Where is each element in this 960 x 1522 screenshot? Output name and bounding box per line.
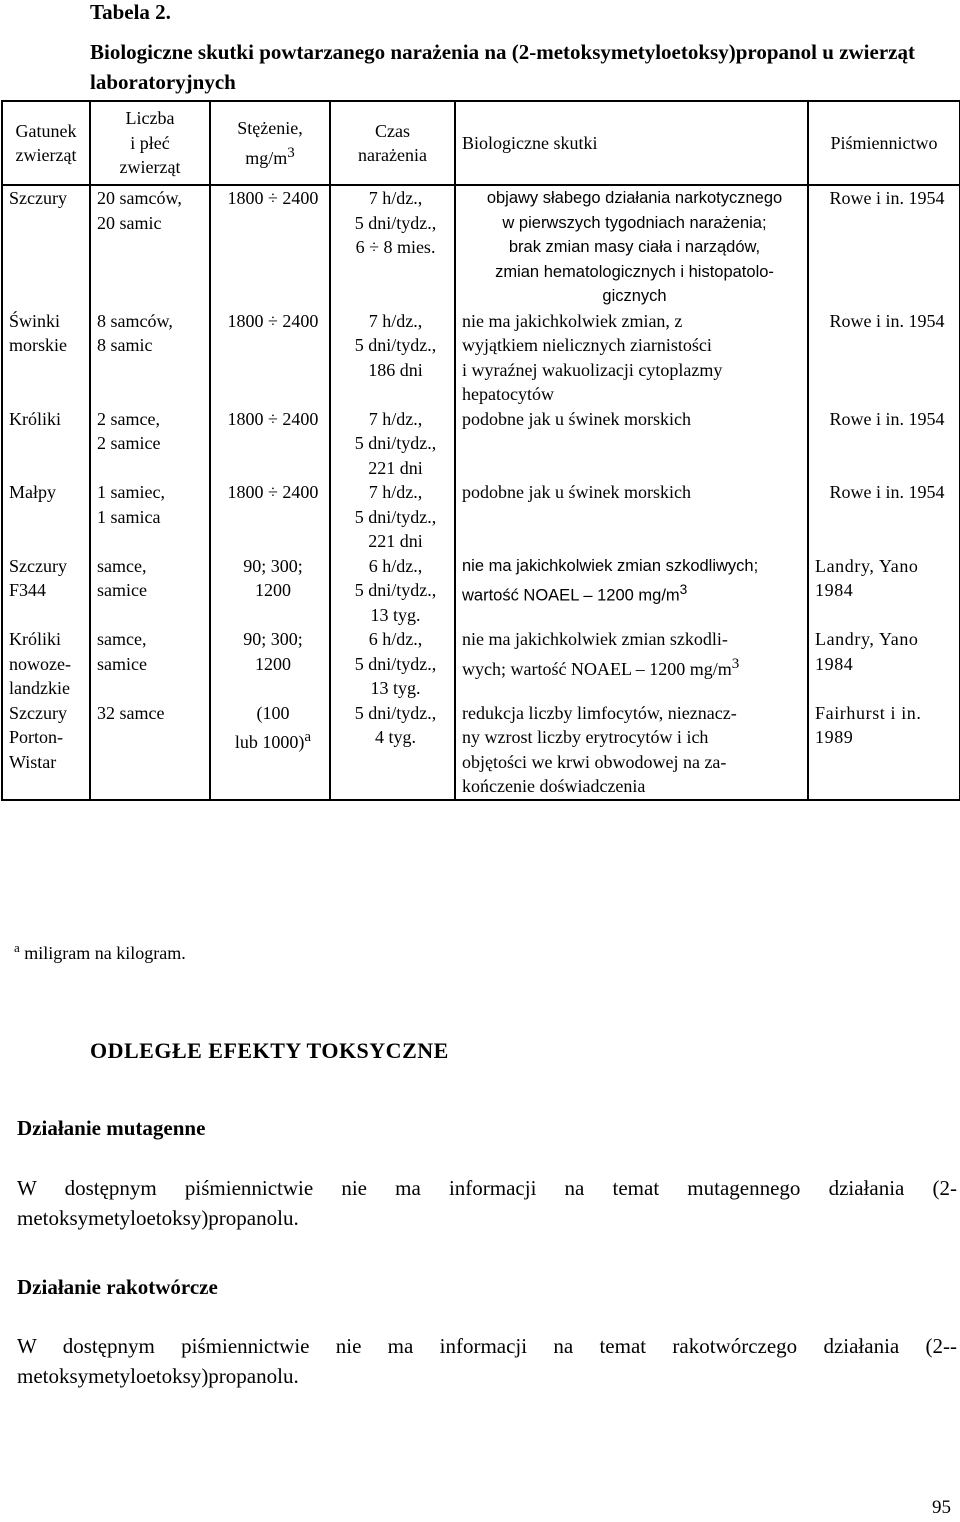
header-effects: Biologiczne skutki [455,101,808,185]
cell-count: 20 samców, 20 samic [90,185,210,309]
table-caption-label: Tabela 2. [90,0,171,24]
header-time: Czas narażenia [330,101,455,185]
cell-species: Króliki [2,407,90,481]
cell-reference: Rowe i in. 1954 [808,309,960,407]
cell-concentration-sup: a [304,729,312,745]
cell-concentration: 90; 300; 1200 [210,627,330,701]
cell-reference: Rowe i in. 1954 [808,480,960,554]
cell-time: 7 h/dz., 5 dni/tydz., 221 dni [330,407,455,481]
cell-time: 5 dni/tydz., 4 tyg. [330,701,455,800]
cell-time: 7 h/dz., 5 dni/tydz., 186 dni [330,309,455,407]
cell-time: 7 h/dz., 5 dni/tydz., 6 ÷ 8 mies. [330,185,455,309]
footnote-text: miligram na kilogram. [19,943,186,963]
table-row [2,309,960,407]
table-row [2,185,960,309]
header-count: Liczba i płeć zwierząt [90,101,210,185]
cell-reference: Landry, Yano 1984 [808,627,960,701]
cell-concentration-text: (100 lub 1000) [234,702,305,752]
cell-species: Króliki nowoze- landzkie [2,627,90,701]
header-species: Gatunek zwierząt [2,101,90,185]
table-row [2,701,960,800]
table-caption-title: Biologiczne skutki powtarzanego narażenia na (2-metoksymetyloetoksy)propanol u zwierząt laboratoryjnych [90,40,915,94]
cell-species: Małpy [2,480,90,554]
carcinogenic-heading: Działanie rakotwórcze [17,1275,218,1299]
cell-species: Świnki morskie [2,309,90,407]
header-references: Piśmiennictwo [808,101,960,185]
header-concentration [210,101,330,185]
footnote-marker: a [14,940,20,955]
toxicity-table [1,100,960,801]
cell-concentration: 1800 ÷ 2400 [210,185,330,309]
cell-effects: nie ma jakichkolwiek zmian, z wyjątkiem nielicznych ziarnistości i wyraźnej wakuolizacji cytoplazmy hepatocytów [455,309,808,407]
cell-count: 2 samce, 2 samice [90,407,210,481]
cell-effects-sup: 3 [731,655,740,672]
header-concentration-sup: 3 [287,144,295,161]
cell-effects: redukcja liczby limfocytów, nieznacz- ny wzrost liczby erytrocytów i ich objętości we krwi obwodowej na za- kończenie doświadczenia [455,701,808,800]
cell-concentration: 1800 ÷ 2400 [210,309,330,407]
cell-species: Szczury Porton- Wistar [2,701,90,800]
cell-count: 1 samiec, 1 samica [90,480,210,554]
cell-concentration: 1800 ÷ 2400 [210,480,330,554]
table-row [2,480,960,554]
mutagenic-paragraph: W dostępnym piśmiennictwie nie ma informacji na temat mutagennego działania (2-metoksymetyloetoksy)propanolu. [17,1176,957,1230]
carcinogenic-paragraph: W dostępnym piśmiennictwie nie ma informacji na temat rakotwórczego działania (2--metoksymetyloetoksy)propanolu. [17,1334,957,1388]
table-row [2,627,960,701]
cell-species: Szczury F344 [2,554,90,628]
cell-count: 8 samców, 8 samic [90,309,210,407]
cell-reference: Fairhurst i in. 1989 [808,701,960,800]
cell-concentration [210,701,330,800]
cell-effects-text: nie ma jakichkolwiek zmian szkodli- wych; wartość NOAEL – 1200 mg/m [462,629,732,679]
cell-time: 7 h/dz., 5 dni/tydz., 221 dni [330,480,455,554]
cell-effects [455,554,808,628]
cell-concentration: 1800 ÷ 2400 [210,407,330,481]
page-number: 95 [932,1497,951,1518]
cell-count: samce, samice [90,554,210,628]
table-footnote [14,940,186,964]
cell-count: samce, samice [90,627,210,701]
cell-effects [455,627,808,701]
mutagenic-heading: Działanie mutagenne [17,1116,206,1140]
cell-reference: Rowe i in. 1954 [808,407,960,481]
cell-count: 32 samce [90,701,210,800]
cell-reference: Landry, Yano 1984 [808,554,960,628]
table-header-row [2,101,960,185]
table-row [2,407,960,481]
cell-effects-sup: 3 [679,582,688,597]
cell-concentration: 90; 300; 1200 [210,554,330,628]
cell-effects: podobne jak u świnek morskich [455,480,808,554]
cell-time: 6 h/dz., 5 dni/tydz., 13 tyg. [330,554,455,628]
cell-effects: podobne jak u świnek morskich [455,407,808,481]
cell-time: 6 h/dz., 5 dni/tydz., 13 tyg. [330,627,455,701]
cell-species: Szczury [2,185,90,309]
cell-effects: objawy słabego działania narkotycznego w pierwszych tygodniach narażenia; brak zmian masy ciała i narządów, zmian hematologicznych i histopatolo- gicznych [455,185,808,309]
header-concentration-text: Stężenie, mg/m [237,118,303,168]
cell-effects-text: nie ma jakichkolwiek zmian szkodliwych; wartość NOAEL – 1200 mg/m [462,556,759,605]
section-heading: ODLEGŁE EFEKTY TOKSYCZNE [90,1038,449,1063]
table-row [2,554,960,628]
cell-reference: Rowe i in. 1954 [808,185,960,309]
